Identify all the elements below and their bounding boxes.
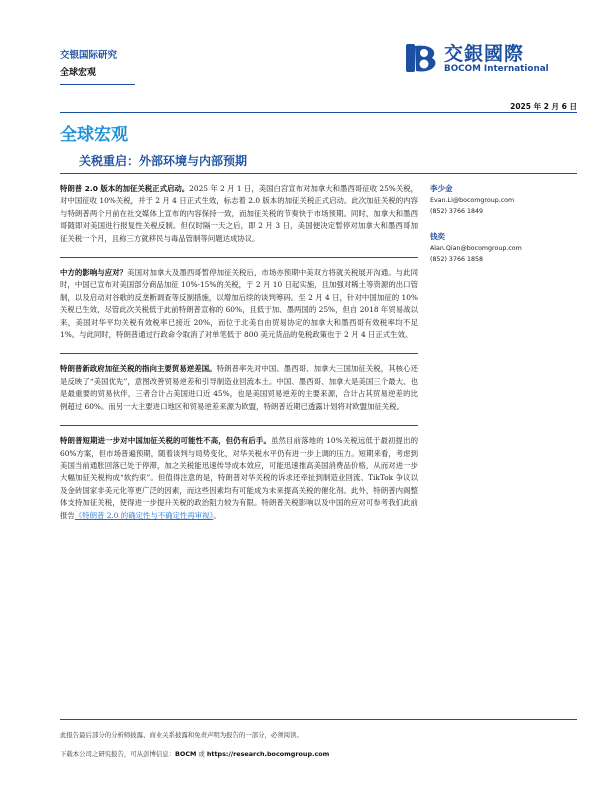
report-body — [60, 183, 418, 534]
header-divider — [60, 84, 135, 85]
download-prefix: 下载本公司之研究报告，可从彭博信息： — [60, 750, 176, 758]
header-category: 全球宏观 — [60, 68, 97, 78]
paragraph — [60, 267, 418, 341]
logo-english: BOCOM International — [444, 64, 549, 74]
paragraph-lead: 特朗普新政府加征关税的指向主要贸易逆差国。 — [60, 364, 217, 374]
report-link[interactable]: 《特朗普 2.0 的确定性与不确定性再审视》 — [74, 510, 214, 520]
report-date: 2025 年 2 月 6 日 — [510, 102, 577, 111]
analyst-phone: (852) 3766 1858 — [430, 256, 483, 263]
logo-chinese: 交銀國際 — [444, 43, 525, 65]
section-title: 全球宏观 — [60, 125, 128, 145]
bloomberg-code: BOCM — [175, 750, 197, 758]
analyst-sidebar — [430, 183, 580, 265]
paragraph-divider — [60, 353, 418, 354]
analyst-email[interactable]: Evan.Li@bocomgroup.com — [430, 197, 515, 204]
analyst-phone: (852) 3766 1849 — [430, 208, 483, 215]
bocom-logo-icon — [402, 38, 442, 78]
footer-or: 或 — [196, 750, 207, 758]
footer-disclaimer: 此报告最后部分的分析师披露、商业关系披露和免责声明为报告的一部分，必须阅读。 — [60, 731, 303, 739]
paragraph-tail: 。 — [213, 510, 221, 520]
paragraph — [60, 183, 418, 245]
paragraph-text: 虽然目前落地的 10%关税远低于最初提出的 60%方案，但市场普遍预期，随着谈判与局势变化，对华关税水平仍有进一步上调的压力。短期来看，考虑到美国当前通胀回落已处于停滞，加之关税能迅速传导成本效应，可能迅速推高美国消费品价格，从而对进一步大幅加征关税构成“软约束”。但值得注意的是，特朗普对华关税的诉求还牵扯到制造业回流、TikTok 争议以及金砖国家非美元化等更广泛的因素，而这些因素均有可能成为未来提高关税的催化剂。此外，特朗普内阁整体支持加征关税，使得进一步提升关税的政治阻力较为有限。特朗普关税影响以及中国的应对可参考我们此前报告 — [60, 436, 418, 520]
bocom-logo — [402, 38, 577, 78]
paragraph-lead: 特朗普短期进一步对中国加征关税的可能性不高，但仍有后手。 — [60, 436, 271, 446]
report-title: 关税重启：外部环境与内部预期 — [79, 154, 248, 168]
analyst-name: 钱奕 — [430, 232, 445, 241]
paragraph-lead: 特朗普 2.0 版本的加征关税正式启动。 — [60, 184, 190, 193]
paragraph-text: 美国对加拿大及墨西哥暂停加征关税后，市场亦预期中美双方将就关税展开沟通。与此同时，中国已宣布对美国部分商品加征 10%-15%的关税，于 2 月 10 日起实施，且加强对稀土等资源的出口管制，以及启动对谷歌的反垄断调查等反制措施，以增加后续的谈判筹码。至 2 月 4 日，针对中国加征的 10%关税已生效，尽管此次关税低于此前特朗普宣称的 60%，且低于加、墨两国的 25%，但自 2018 年贸易战以来，美国对华平均关税有效税率已接近 20%，而位于北美自由贸易协定的加拿大和墨西哥有效税率均不足 1%。与此同时，特朗普通过行政命令取消了对单笔低于 800 美元货品的免税政策也于 2 月 4 日正式生效。 — [60, 268, 418, 340]
paragraph-lead: 中方的影响与应对？ — [60, 268, 128, 278]
paragraph-divider — [60, 257, 418, 258]
paragraph-text: 2025 年 2 月 1 日，美国白宫宣布对加拿大和墨西哥征收 25%关税，对中国征收 10%关税，并于 2 月 4 日正式生效，标志着 2.0 版本的加征关税正式启动。此次加征关税的内容与特朗普两个月前在社交媒体上宣布的内容保持一致，而加征关税的节奏快于市场预期。同时，加拿大和墨西哥随即对美国进行报复性关税反制。但仅时隔一天之后，即 2 月 3 日，美国便决定暂停对加拿大和墨西哥加征关税一个月，且称三方就移民与毒品管制等问题达成协议。 — [60, 184, 418, 243]
paragraph-divider — [60, 425, 418, 426]
footer-divider — [60, 719, 577, 720]
research-url[interactable]: https://research.bocomgroup.com — [206, 750, 330, 758]
paragraph — [60, 363, 418, 413]
analyst-email[interactable]: Alan.Qian@bocomgroup.com — [430, 245, 522, 252]
footer-download — [60, 749, 329, 758]
analyst-name: 李少金 — [430, 184, 453, 193]
header-org: 交银国际研究 — [60, 50, 118, 61]
paragraph — [60, 435, 418, 522]
title-divider — [60, 173, 577, 174]
date-divider — [60, 112, 577, 113]
paragraph-text: 特朗普率先对中国、墨西哥、加拿大三国加征关税，其核心还是反映了“美国优先”，意图改善贸易逆差和引导制造业回流本土。中国、墨西哥、加拿大是美国三个最大、也是最重要的贸易伙伴，三者合计占美国进口近 45%，也是美国贸易逆差的主要来源，合计占其贸易逆差的比例超过 60%。而另一大主要进口地区和贸易逆差来源为欧盟，特朗普近期已透露计划将对欧盟加征关税。 — [60, 364, 418, 411]
